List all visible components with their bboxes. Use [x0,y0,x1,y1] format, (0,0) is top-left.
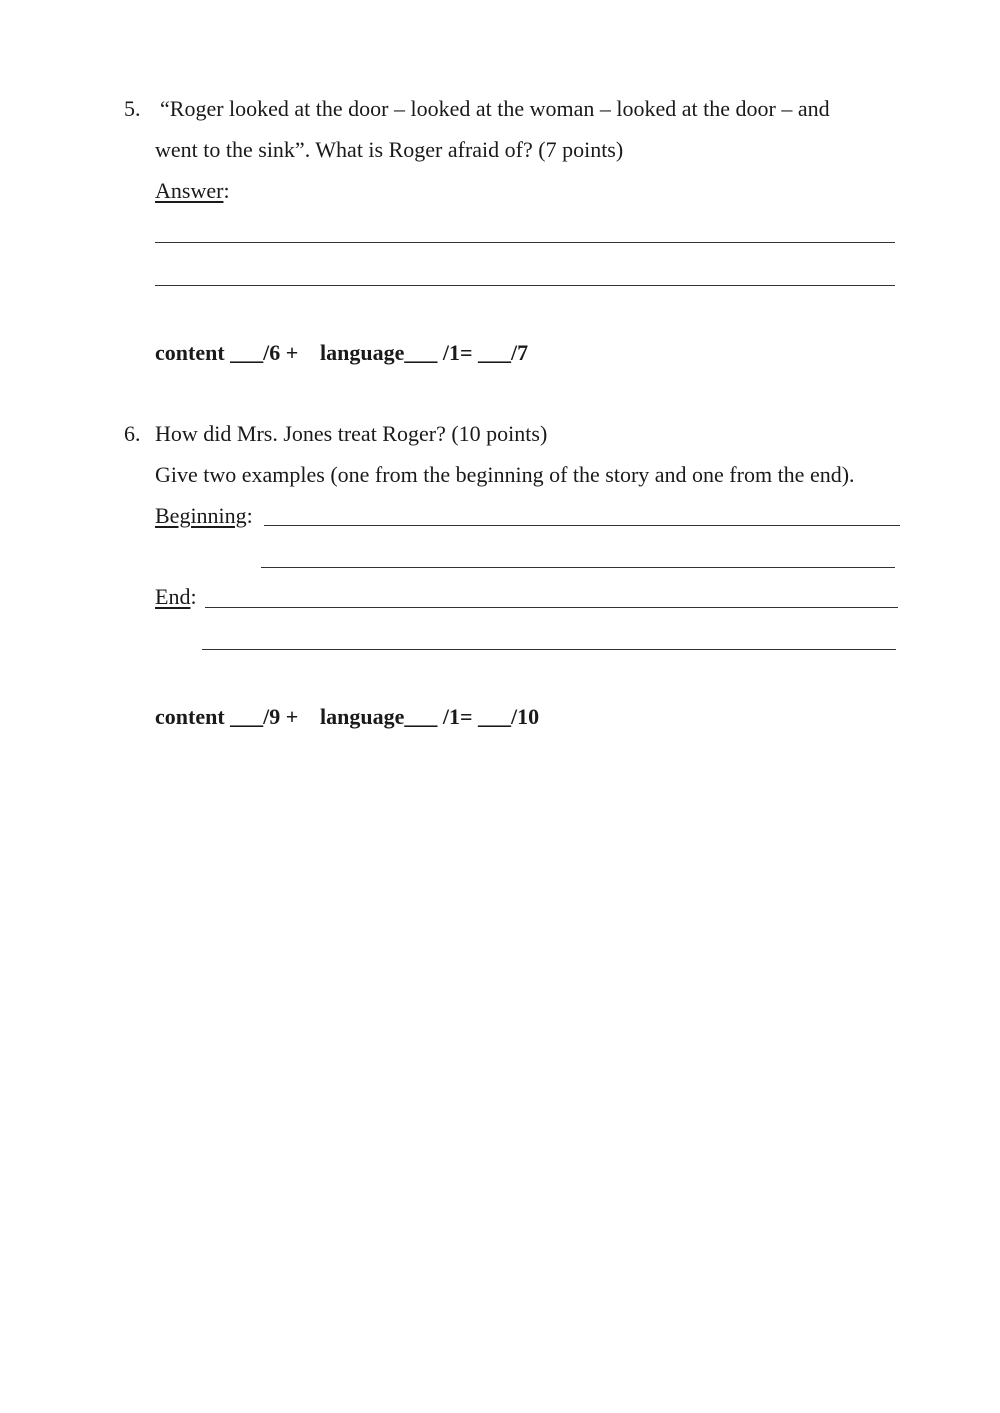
q6-end-line-1[interactable] [205,607,898,608]
q6-number: 6. [124,421,141,446]
q5-answer-label: Answer: [155,178,230,203]
q5-score-language: language___ /1= ___/7 [320,340,529,365]
q6-question-line-2: Give two examples (one from the beginning of the story and one from the end). [155,462,855,487]
q5-answer-line-2[interactable] [155,285,895,286]
q6-end-line-2[interactable] [202,649,896,650]
q5-number: 5. [124,96,141,121]
q6-beginning-line-2[interactable] [261,567,895,568]
q5-answer-line-1[interactable] [155,242,895,243]
q5-question-line-1: “Roger looked at the door – looked at the woman – looked at the door – and [160,96,830,121]
q6-score-language: language___ /1= ___/10 [320,704,540,729]
q6-end-label: End: [155,584,197,609]
q6-beginning-label: Beginning: [155,503,253,528]
q6-question-line-1: How did Mrs. Jones treat Roger? (10 points) [155,421,548,446]
q6-score-content: content ___/9 + [155,704,299,729]
q5-score-content: content ___/6 + [155,340,299,365]
q5-question-line-2: went to the sink”. What is Roger afraid of? (7 points) [155,137,624,162]
q6-beginning-line-1[interactable] [264,525,900,526]
